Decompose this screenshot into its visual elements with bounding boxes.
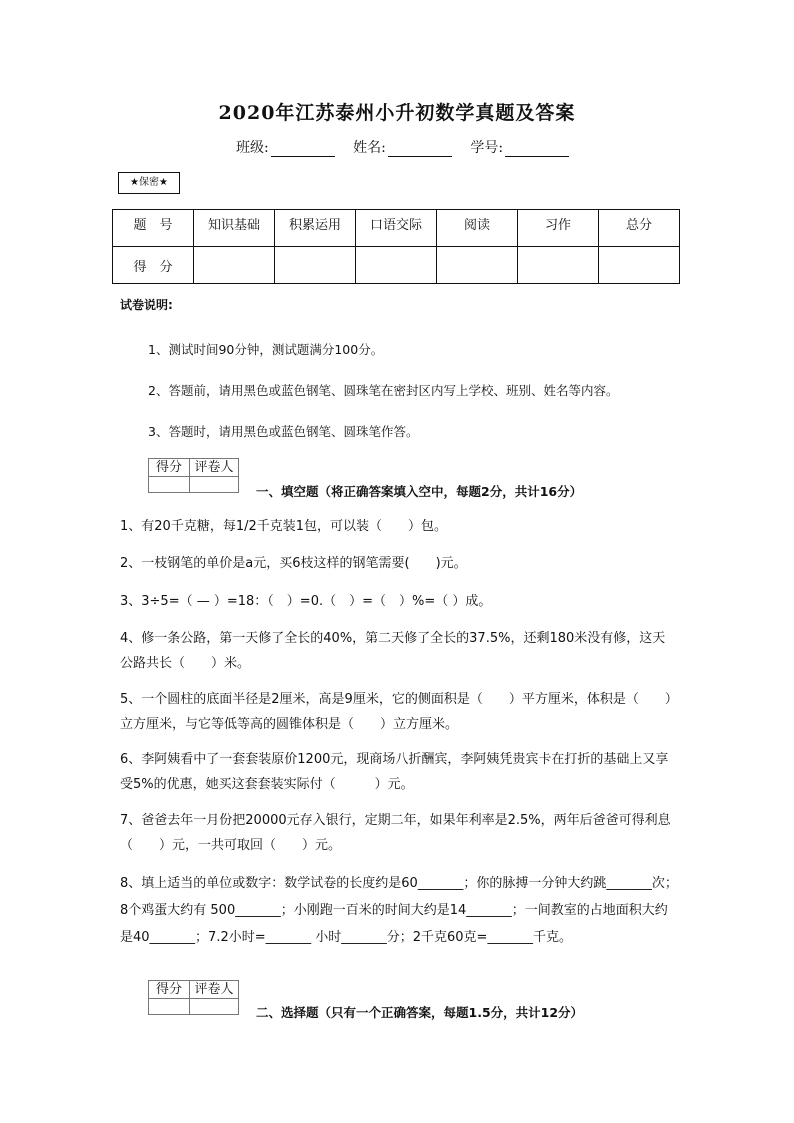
score-header-cell: 口语交际: [356, 210, 437, 247]
section-heading-multiple-choice: 二、选择题（只有一个正确答案，每题1.5分，共计12分）: [256, 1005, 584, 1020]
question-item: 7、爸爸去年一月份把20000元存入银行，定期二年，如果年利率是2.5%，两年后爸爸可得利息（ ）元，一共可取回（ ）元。: [120, 813, 671, 853]
question-item: 3、3÷5=（ — ）=18：（ ）=0.（ ）=（ ）%=（ ）成。: [120, 594, 492, 609]
instruction-item: 2、答题前，请用黑色或蓝色钢笔、圆珠笔在密封区内写上学校、班别、姓名等内容。: [148, 383, 619, 398]
score-cell[interactable]: [275, 247, 356, 284]
section-heading-fill-blank: 一、填空题（将正确答案填入空中，每题2分，共计16分）: [256, 484, 583, 499]
score-table-header-row: [113, 210, 680, 247]
grader-score-cell[interactable]: [149, 999, 190, 1015]
score-header-cell: 积累运用: [275, 210, 356, 247]
score-header-cell: 题 号: [113, 210, 194, 247]
question-item: 8、填上适当的单位或数字：数学试卷的长度约是60_______；你的脉搏一分钟大约跳_______次；8个鸡蛋大约有 500_______；小刚跑一百米的时间大约是14_______；一间教室的占地面积大约是40_______；7.2小时=_______ 小时_______分；2千克60克=_______千克。: [120, 876, 678, 945]
grader-reviewer-label: 评卷人: [190, 459, 239, 477]
score-cell[interactable]: [518, 247, 599, 284]
score-header-cell: 知识基础: [194, 210, 275, 247]
question-item: 4、修一条公路，第一天修了全长的40%，第二天修了全长的37.5%，还剩180米没有修，这天公路共长（ ）米。: [120, 631, 666, 671]
question-item: 6、李阿姨看中了一套套装原价1200元，现商场八折酬宾，李阿姨凭贵宾卡在打折的基础上又享受5%的优惠，她买这套套装实际付（ ）元。: [120, 752, 669, 792]
instruction-item: 1、测试时间90分钟，测试题满分100分。: [148, 342, 384, 357]
score-table: [112, 209, 680, 284]
class-label: 班级:: [236, 140, 269, 156]
score-header-cell: 习作: [518, 210, 599, 247]
score-cell[interactable]: [437, 247, 518, 284]
score-table-score-row: [113, 247, 680, 284]
grader-reviewer-cell[interactable]: [190, 999, 239, 1015]
score-header-cell: 总分: [599, 210, 680, 247]
number-blank[interactable]: [505, 142, 569, 157]
grader-reviewer-cell[interactable]: [190, 477, 239, 493]
question-item: 2、一枝钢笔的单价是a元，买6枝这样的钢笔需要( )元。: [120, 556, 467, 571]
name-label: 姓名:: [353, 140, 386, 156]
confidential-stamp: ★保密★: [118, 172, 180, 194]
grader-reviewer-label: 评卷人: [190, 981, 239, 999]
score-cell[interactable]: [194, 247, 275, 284]
instruction-item: 3、答题时，请用黑色或蓝色钢笔、圆珠笔作答。: [148, 424, 419, 439]
class-blank[interactable]: [271, 142, 335, 157]
score-row-label: 得 分: [113, 247, 194, 284]
grader-box: [148, 458, 239, 493]
score-cell[interactable]: [599, 247, 680, 284]
grader-score-label: 得分: [149, 459, 190, 477]
score-cell[interactable]: [356, 247, 437, 284]
number-label: 学号:: [470, 140, 504, 156]
student-info-line: [236, 137, 569, 157]
grader-score-cell[interactable]: [149, 477, 190, 493]
page-title: 2020年江苏泰州小升初数学真题及答案: [218, 102, 576, 124]
grader-box: [148, 980, 239, 1015]
question-item: 1、有20千克糖，每1/2千克装1包，可以装（ ）包。: [120, 519, 448, 534]
score-header-cell: 阅读: [437, 210, 518, 247]
instructions-title: 试卷说明:: [120, 298, 173, 312]
name-blank[interactable]: [388, 142, 452, 157]
question-item: 5、一个圆柱的底面半径是2厘米，高是9厘米，它的侧面积是（ ）平方厘米，体积是（ ）立方厘米，与它等低等高的圆锥体积是（ ）立方厘米。: [120, 692, 678, 732]
grader-score-label: 得分: [149, 981, 190, 999]
